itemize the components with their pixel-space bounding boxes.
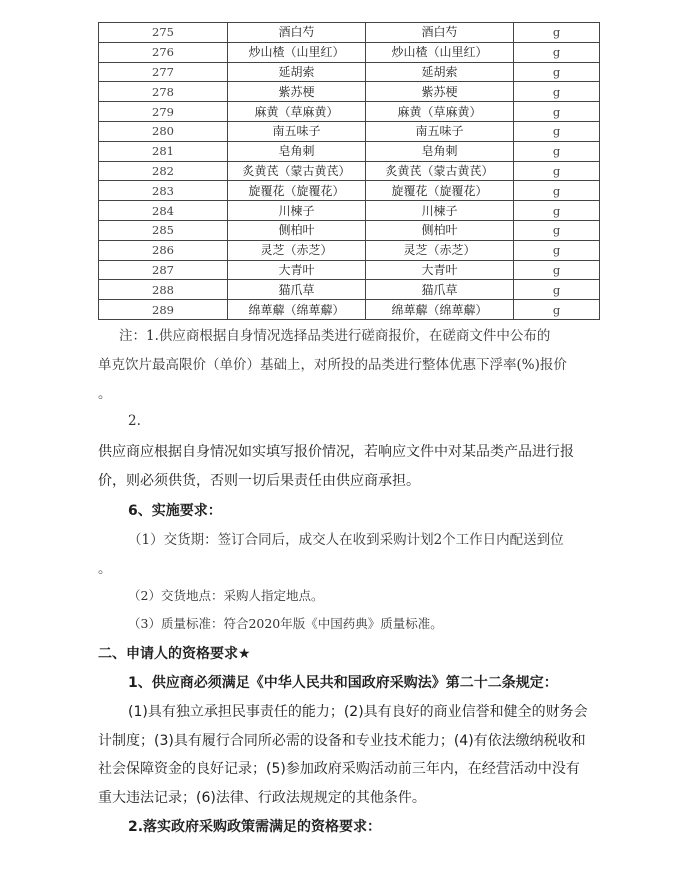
cell-number: 275: [99, 23, 228, 43]
qualification-sub-2: 2.落实政府采购政策需满足的资格要求：: [128, 819, 382, 835]
cell-number: 285: [99, 220, 228, 240]
cell-spec-name: 猫爪草: [366, 280, 514, 300]
cell-unit: g: [514, 300, 600, 320]
cell-number: 278: [99, 82, 228, 102]
table-row: [99, 23, 600, 43]
table-row: [99, 141, 600, 161]
cell-spec-name: 大青叶: [366, 260, 514, 280]
cell-spec-name: 延胡索: [366, 62, 514, 82]
cell-number: 277: [99, 62, 228, 82]
cell-number: 276: [99, 42, 228, 62]
cell-name: 皂角刺: [228, 141, 366, 161]
table-row: [99, 161, 600, 181]
cell-number: 289: [99, 300, 228, 320]
table-row: [99, 260, 600, 280]
qualification-para-line-2: 计制度；(3)具有履行合同所必需的设备和专业技术能力；(4)有依法缴纳税收和: [98, 733, 586, 749]
cell-name: 炙黄芪（蒙古黄芪）: [228, 161, 366, 181]
table-row: [99, 62, 600, 82]
cell-spec-name: 川楝子: [366, 201, 514, 221]
cell-name: 炒山楂（山里红）: [228, 42, 366, 62]
note-2-number: 2.: [128, 413, 141, 429]
cell-name: 南五味子: [228, 121, 366, 141]
cell-spec-name: 炒山楂（山里红）: [366, 42, 514, 62]
table-row: [99, 102, 600, 122]
cell-unit: g: [514, 82, 600, 102]
note-1-line-2: 单克饮片最高限价（单价）基础上，对所投的品类进行整体优惠下浮率(%)报价: [98, 357, 567, 373]
cell-spec-name: 麻黄（草麻黄）: [366, 102, 514, 122]
cell-name: 旋覆花（旋覆花）: [228, 181, 366, 201]
cell-unit: g: [514, 220, 600, 240]
cell-unit: g: [514, 240, 600, 260]
cell-unit: g: [514, 181, 600, 201]
qualification-para-line-1: (1)具有独立承担民事责任的能力；(2)具有良好的商业信誉和健全的财务会: [128, 704, 588, 720]
table-row: [99, 42, 600, 62]
table-row: [99, 280, 600, 300]
note-2-line-1: 供应商应根据自身情况如实填写报价情况，若响应文件中对某品类产品进行报: [98, 444, 574, 460]
qualification-heading: 二、申请人的资格要求★: [98, 646, 251, 662]
cell-spec-name: 旋覆花（旋覆花）: [366, 181, 514, 201]
cell-name: 猫爪草: [228, 280, 366, 300]
cell-spec-name: 绵萆薢（绵萆薢）: [366, 300, 514, 320]
cell-number: 288: [99, 280, 228, 300]
delivery-location: （2）交货地点：采购人指定地点。: [128, 588, 324, 603]
cell-name: 大青叶: [228, 260, 366, 280]
cell-spec-name: 灵芝（赤芝）: [366, 240, 514, 260]
cell-number: 286: [99, 240, 228, 260]
table-row: [99, 300, 600, 320]
note-1-line-1: 注：1.供应商根据自身情况选择品类进行磋商报价，在磋商文件中公布的: [119, 328, 551, 344]
cell-spec-name: 皂角刺: [366, 141, 514, 161]
cell-unit: g: [514, 23, 600, 43]
qualification-para-line-3: 社会保障资金的良好记录；(5)参加政府采购活动前三年内，在经营活动中没有: [98, 761, 580, 777]
table-row: [99, 201, 600, 221]
cell-name: 川楝子: [228, 201, 366, 221]
table-row: [99, 181, 600, 201]
price-table: [98, 22, 600, 320]
cell-name: 酒白芍: [228, 23, 366, 43]
quality-standard: （3）质量标准：符合2020年版《中国药典》质量标准。: [128, 616, 443, 631]
cell-spec-name: 南五味子: [366, 121, 514, 141]
cell-unit: g: [514, 42, 600, 62]
cell-unit: g: [514, 260, 600, 280]
cell-name: 绵萆薢（绵萆薢）: [228, 300, 366, 320]
cell-unit: g: [514, 161, 600, 181]
table-row: [99, 240, 600, 260]
cell-number: 283: [99, 181, 228, 201]
implementation-heading: 6、实施要求：: [128, 503, 222, 519]
cell-number: 280: [99, 121, 228, 141]
cell-spec-name: 侧柏叶: [366, 220, 514, 240]
delivery-period-line-2: 。: [98, 561, 112, 577]
delivery-period-line-1: （1）交货期：签订合同后，成交人在收到采购计划2个工作日内配送到位: [128, 532, 564, 548]
cell-name: 麻黄（草麻黄）: [228, 102, 366, 122]
cell-name: 延胡索: [228, 62, 366, 82]
cell-spec-name: 酒白芍: [366, 23, 514, 43]
cell-number: 279: [99, 102, 228, 122]
cell-number: 284: [99, 201, 228, 221]
cell-name: 侧柏叶: [228, 220, 366, 240]
table-row: [99, 82, 600, 102]
cell-unit: g: [514, 280, 600, 300]
cell-number: 282: [99, 161, 228, 181]
cell-spec-name: 紫苏梗: [366, 82, 514, 102]
price-table-body: [99, 23, 600, 320]
cell-unit: g: [514, 102, 600, 122]
cell-unit: g: [514, 62, 600, 82]
cell-number: 287: [99, 260, 228, 280]
qualification-sub-1: 1、供应商必须满足《中华人民共和国政府采购法》第二十二条规定：: [128, 675, 558, 691]
note-2-line-2: 价，则必须供货，否则一切后果责任由供应商承担。: [98, 473, 420, 489]
cell-name: 灵芝（赤芝）: [228, 240, 366, 260]
note-1-line-3: 。: [98, 386, 112, 402]
table-row: [99, 220, 600, 240]
cell-unit: g: [514, 141, 600, 161]
cell-spec-name: 炙黄芪（蒙古黄芪）: [366, 161, 514, 181]
qualification-para-line-4: 重大违法记录；(6)法律、行政法规规定的其他条件。: [98, 790, 426, 806]
cell-name: 紫苏梗: [228, 82, 366, 102]
cell-number: 281: [99, 141, 228, 161]
cell-unit: g: [514, 121, 600, 141]
table-row: [99, 121, 600, 141]
cell-unit: g: [514, 201, 600, 221]
